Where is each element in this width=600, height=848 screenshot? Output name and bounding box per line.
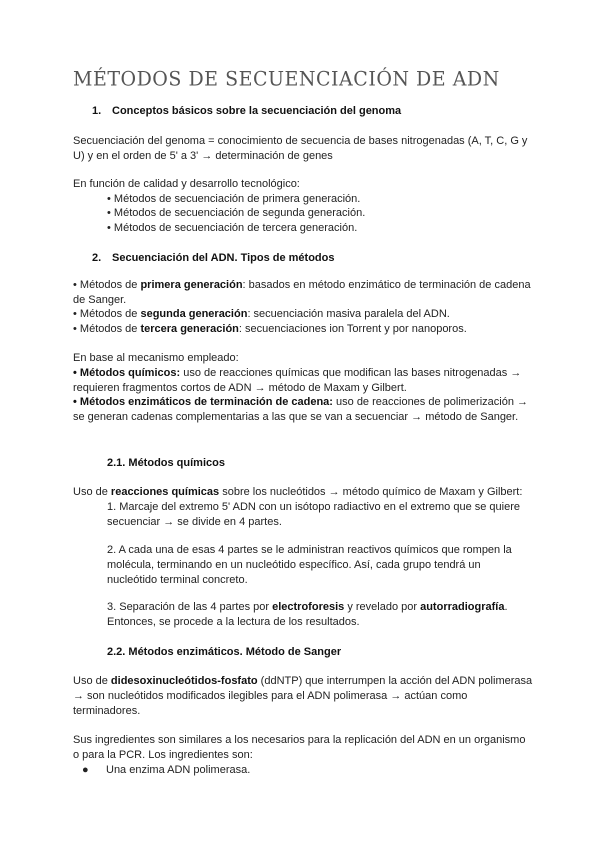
text-fragment: • Métodos de [73,323,141,335]
text-fragment: : secuenciación masiva paralela del ADN. [247,308,450,320]
ingredients-paragraph: Sus ingredientes son similares a los necesarios para la replicación del ADN en un organismo o para la PCR. Los ingredientes son: [73,734,526,761]
first-generation-item [73,278,533,308]
document-title: MÉTODOS DE SECUENCIACIÓN DE ADN [73,67,500,91]
text-fragment: 3. Separación de las 4 partes por [107,601,273,613]
chemical-methods-item [73,366,533,396]
second-generation-item [73,307,533,322]
section-1-heading [92,104,401,119]
section-1-number: 1. [92,105,102,117]
list-item-text: Una enzima ADN polimerasa. [106,764,251,776]
bold-term: segunda generación [140,308,248,320]
section-2-number: 2. [92,252,102,264]
text-fragment: Uso de [73,486,111,498]
genome-definition-paragraph: Secuenciación del genoma = conocimiento de secuencia de bases nitrogenadas (A, T, C, G y U) y en el orden de 5' a 3' → determinación de genes [73,135,528,162]
text-fragment: (ddNTP) que interrumpen la acción del ADN polimerasa → son nucleótidos modificados ilegibles para el ADN polimerasa → actúan como terminadores. [73,675,533,717]
section-2-heading [92,251,335,266]
bold-term: • Métodos químicos: [73,367,181,379]
text-fragment: . Entonces, se procede a la lectura de los resultados. [107,601,508,628]
mechanism-intro: En base al mecanismo empleado: [73,352,239,364]
bold-term: autorradiografía [420,601,505,613]
bold-term: primera generación [140,279,243,291]
quality-intro: En función de calidad y desarrollo tecnológico: [73,178,300,190]
section-2-title: Secuenciación del ADN. Tipos de métodos [112,252,335,264]
text-fragment: : basados en método enzimático de terminación de cadena de Sanger. [73,279,531,306]
ddntp-paragraph [73,674,533,719]
text-fragment: uso de reacciones de polimerización → se generan cadenas complementarias a las que se van a secuenciar → método de Sanger. [73,396,529,423]
bold-term: didesoxinucleótidos-fosfato [110,675,258,687]
third-generation-item [73,322,533,337]
chemical-intro [73,485,533,500]
bold-term: • Métodos enzimáticos de terminación de cadena: [73,396,333,408]
bold-term: reacciones químicas [110,486,220,498]
text-fragment: sobre los nucleótidos → método químico de Maxam y Gilbert: [219,486,523,498]
bold-term: electroforesis [272,601,345,613]
section-2-1-heading: 2.1. Métodos químicos [107,457,225,469]
text-fragment: : secuenciaciones ion Torrent y por nanoporos. [238,323,467,335]
list-item: • Métodos de secuenciación de primera generación. [107,193,361,205]
bullet-dot-icon: ● [82,764,89,776]
bold-term: tercera generación [140,323,239,335]
section-2-2-heading: 2.2. Métodos enzimáticos. Método de Sanger [107,646,342,658]
step-2: 2. A cada una de esas 4 partes se le administran reactivos químicos que rompen la molécula, terminando en un nucleótido específico. Así, cada grupo tendrá un nucleótido terminal concreto. [107,544,512,586]
list-item: • Métodos de secuenciación de tercera generación. [107,222,358,234]
list-item: • Métodos de secuenciación de segunda generación. [107,207,366,219]
enzymatic-methods-item [73,395,533,425]
step-3 [107,600,527,630]
text-fragment: uso de reacciones químicas que modifican las bases nitrogenadas → requieren fragmentos cortos de ADN → método de Maxam y Gilbert. [73,367,522,394]
section-1-title: Conceptos básicos sobre la secuenciación del genoma [112,105,402,117]
text-fragment: • Métodos de [73,308,141,320]
text-fragment: y revelado por [344,601,421,613]
list-item [82,763,522,778]
text-fragment: • Métodos de [73,279,141,291]
step-1: 1. Marcaje del extremo 5' ADN con un isótopo radiactivo en el extremo que se quiere secuenciar → se divide en 4 partes. [107,501,520,528]
text-fragment: Uso de [73,675,111,687]
